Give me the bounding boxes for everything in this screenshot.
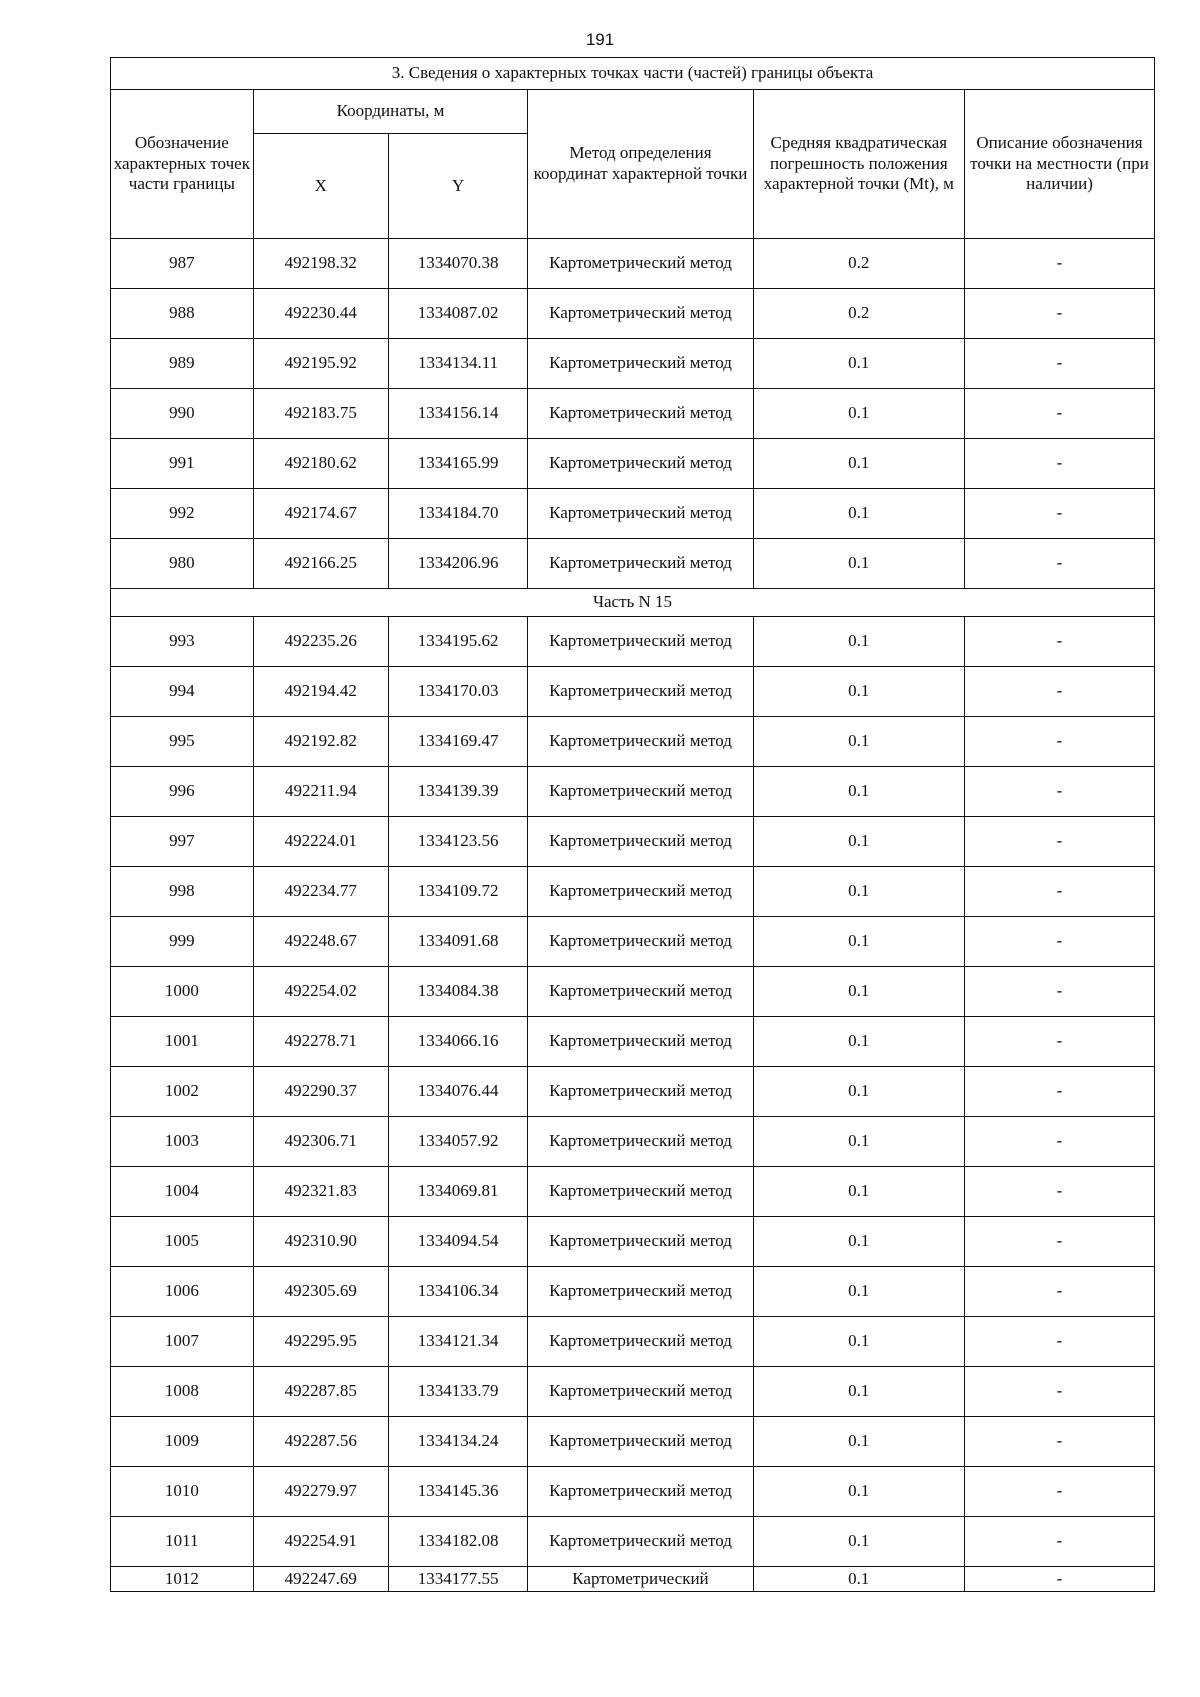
method: Картометрический метод: [528, 539, 753, 589]
point-description: -: [964, 1067, 1154, 1117]
mt-error: 0.1: [753, 1217, 964, 1267]
page-number: 191: [585, 30, 615, 49]
coord-x: 492295.95: [253, 1317, 388, 1367]
coord-x: 492183.75: [253, 389, 388, 439]
point-description: -: [964, 439, 1154, 489]
point-id: 997: [111, 817, 254, 867]
point-description: -: [964, 1267, 1154, 1317]
coord-y: 1334109.72: [388, 867, 527, 917]
point-description: -: [964, 817, 1154, 867]
method: Картометрический метод: [528, 667, 753, 717]
coord-x: 492278.71: [253, 1017, 388, 1067]
point-id: 998: [111, 867, 254, 917]
mt-error: 0.1: [753, 389, 964, 439]
mt-error: 0.1: [753, 1317, 964, 1367]
coord-y: 1334121.34: [388, 1317, 527, 1367]
method: Картометрический метод: [528, 439, 753, 489]
coord-y: 1334057.92: [388, 1117, 527, 1167]
points-table: [110, 57, 1155, 1592]
coord-y: 1334070.38: [388, 239, 527, 289]
point-id: 991: [111, 439, 254, 489]
header-method: Метод определения координат характерной точки: [528, 90, 753, 239]
point-description: -: [964, 1167, 1154, 1217]
point-id: 1007: [111, 1317, 254, 1367]
point-id: 987: [111, 239, 254, 289]
method: Картометрический метод: [528, 289, 753, 339]
coord-y: 1334206.96: [388, 539, 527, 589]
table-row: [111, 489, 1155, 539]
point-id: 1008: [111, 1367, 254, 1417]
table-row: [111, 1517, 1155, 1567]
coord-y: 1334076.44: [388, 1067, 527, 1117]
point-id: 992: [111, 489, 254, 539]
method: Картометрический метод: [528, 389, 753, 439]
coord-x: 492211.94: [253, 767, 388, 817]
table-row: [111, 339, 1155, 389]
coord-x: 492198.32: [253, 239, 388, 289]
point-description: -: [964, 1367, 1154, 1417]
mt-error: 0.2: [753, 289, 964, 339]
table-row: [111, 617, 1155, 667]
header-description: Описание обозначения точки на местности (при наличии): [964, 90, 1154, 239]
point-id: 1000: [111, 967, 254, 1017]
coord-y: 1334184.70: [388, 489, 527, 539]
point-description: -: [964, 1117, 1154, 1167]
table-row: [111, 1567, 1155, 1592]
coord-y: 1334145.36: [388, 1467, 527, 1517]
mt-error: 0.1: [753, 1017, 964, 1067]
point-id: 1009: [111, 1417, 254, 1467]
mt-error: 0.1: [753, 1167, 964, 1217]
header-coordinates: Координаты, м: [253, 90, 528, 134]
coord-y: 1334177.55: [388, 1567, 527, 1592]
point-id: 996: [111, 767, 254, 817]
mt-error: 0.1: [753, 667, 964, 717]
coord-y: 1334156.14: [388, 389, 527, 439]
mt-error: 0.1: [753, 917, 964, 967]
method: Картометрический метод: [528, 239, 753, 289]
coord-y: 1334134.24: [388, 1417, 527, 1467]
table-row: [111, 539, 1155, 589]
coord-x: 492305.69: [253, 1267, 388, 1317]
table-row: [111, 1467, 1155, 1517]
coord-x: 492287.85: [253, 1367, 388, 1417]
method: Картометрический метод: [528, 489, 753, 539]
point-id: 988: [111, 289, 254, 339]
table-row: [111, 1417, 1155, 1467]
table-row: [111, 817, 1155, 867]
coord-x: 492306.71: [253, 1117, 388, 1167]
table-row: [111, 1067, 1155, 1117]
coord-y: 1334087.02: [388, 289, 527, 339]
point-id: 1004: [111, 1167, 254, 1217]
point-description: -: [964, 489, 1154, 539]
point-description: -: [964, 1217, 1154, 1267]
coord-y: 1334182.08: [388, 1517, 527, 1567]
coord-x: 492279.97: [253, 1467, 388, 1517]
point-description: -: [964, 1567, 1154, 1592]
mt-error: 0.1: [753, 1417, 964, 1467]
coord-x: 492310.90: [253, 1217, 388, 1267]
method: Картометрический метод: [528, 867, 753, 917]
table-row: [111, 239, 1155, 289]
method: Картометрический метод: [528, 717, 753, 767]
point-id: 995: [111, 717, 254, 767]
method: Картометрический метод: [528, 1067, 753, 1117]
point-id: 1001: [111, 1017, 254, 1067]
coord-y: 1334139.39: [388, 767, 527, 817]
method: Картометрический метод: [528, 1417, 753, 1467]
method: Картометрический метод: [528, 1017, 753, 1067]
mt-error: 0.1: [753, 439, 964, 489]
point-description: -: [964, 767, 1154, 817]
method: Картометрический метод: [528, 967, 753, 1017]
table-row: [111, 967, 1155, 1017]
table-row: [111, 1267, 1155, 1317]
point-description: -: [964, 1317, 1154, 1367]
point-id: 980: [111, 539, 254, 589]
method: Картометрический метод: [528, 1267, 753, 1317]
mt-error: 0.1: [753, 489, 964, 539]
table-row: [111, 667, 1155, 717]
header-y: Y: [388, 134, 527, 239]
coord-y: 1334106.34: [388, 1267, 527, 1317]
coord-x: 492230.44: [253, 289, 388, 339]
point-description: -: [964, 289, 1154, 339]
point-description: -: [964, 1417, 1154, 1467]
method: Картометрический метод: [528, 1367, 753, 1417]
point-description: -: [964, 617, 1154, 667]
coord-y: 1334134.11: [388, 339, 527, 389]
method: Картометрический метод: [528, 1317, 753, 1367]
method: Картометрический метод: [528, 817, 753, 867]
coord-y: 1334069.81: [388, 1167, 527, 1217]
point-id: 994: [111, 667, 254, 717]
coord-x: 492248.67: [253, 917, 388, 967]
coord-x: 492247.69: [253, 1567, 388, 1592]
coord-x: 492194.42: [253, 667, 388, 717]
coord-x: 492234.77: [253, 867, 388, 917]
coord-x: 492287.56: [253, 1417, 388, 1467]
coord-x: 492254.91: [253, 1517, 388, 1567]
mt-error: 0.1: [753, 817, 964, 867]
table-row: [111, 1167, 1155, 1217]
coord-y: 1334123.56: [388, 817, 527, 867]
coord-y: 1334170.03: [388, 667, 527, 717]
header-x: X: [253, 134, 388, 239]
table-row: [111, 1367, 1155, 1417]
coord-x: 492254.02: [253, 967, 388, 1017]
point-id: 993: [111, 617, 254, 667]
mt-error: 0.1: [753, 1467, 964, 1517]
section-part-15: [111, 589, 1155, 617]
coord-x: 492166.25: [253, 539, 388, 589]
point-description: -: [964, 239, 1154, 289]
coord-y: 1334133.79: [388, 1367, 527, 1417]
point-description: -: [964, 339, 1154, 389]
mt-error: 0.1: [753, 1567, 964, 1592]
coord-x: 492174.67: [253, 489, 388, 539]
point-description: -: [964, 667, 1154, 717]
method: Картометрический метод: [528, 917, 753, 967]
coord-x: 492192.82: [253, 717, 388, 767]
mt-error: 0.1: [753, 767, 964, 817]
mt-error: 0.1: [753, 867, 964, 917]
point-description: -: [964, 389, 1154, 439]
mt-error: 0.1: [753, 1367, 964, 1417]
coord-y: 1334169.47: [388, 717, 527, 767]
method: Картометрический метод: [528, 339, 753, 389]
mt-error: 0.1: [753, 1517, 964, 1567]
table-row: [111, 767, 1155, 817]
table-body-part2: [111, 617, 1155, 1567]
point-description: -: [964, 867, 1154, 917]
method: Картометрический метод: [528, 1517, 753, 1567]
table-row: [111, 289, 1155, 339]
header-designation: Обозначение характерных точек части границы: [111, 90, 254, 239]
table-row: [111, 439, 1155, 489]
table-row: [111, 717, 1155, 767]
coord-x: 492235.26: [253, 617, 388, 667]
mt-error: 0.1: [753, 617, 964, 667]
table-body-part1: [111, 239, 1155, 589]
table-body-last: [111, 1567, 1155, 1592]
coord-x: 492195.92: [253, 339, 388, 389]
mt-error: 0.1: [753, 1117, 964, 1167]
mt-error: 0.1: [753, 1067, 964, 1117]
point-id: 1003: [111, 1117, 254, 1167]
mt-error: 0.1: [753, 967, 964, 1017]
coord-x: 492290.37: [253, 1067, 388, 1117]
point-id: 1010: [111, 1467, 254, 1517]
table-row: [111, 389, 1155, 439]
point-description: -: [964, 717, 1154, 767]
mt-error: 0.1: [753, 539, 964, 589]
table-row: [111, 1117, 1155, 1167]
method: Картометрический метод: [528, 1167, 753, 1217]
point-id: 1006: [111, 1267, 254, 1317]
coord-y: 1334094.54: [388, 1217, 527, 1267]
table-row: [111, 867, 1155, 917]
point-description: -: [964, 1017, 1154, 1067]
point-description: -: [964, 1517, 1154, 1567]
coord-y: 1334066.16: [388, 1017, 527, 1067]
method: Картометрический: [528, 1567, 753, 1592]
coord-x: 492321.83: [253, 1167, 388, 1217]
table-row: [111, 1217, 1155, 1267]
mt-error: 0.1: [753, 717, 964, 767]
method: Картометрический метод: [528, 617, 753, 667]
point-id: 1002: [111, 1067, 254, 1117]
point-id: 1011: [111, 1517, 254, 1567]
mt-error: 0.1: [753, 1267, 964, 1317]
coord-y: 1334091.68: [388, 917, 527, 967]
point-description: -: [964, 967, 1154, 1017]
section-label: Часть N 15: [111, 589, 1155, 617]
coord-y: 1334084.38: [388, 967, 527, 1017]
point-id: 989: [111, 339, 254, 389]
point-id: 1012: [111, 1567, 254, 1592]
point-id: 990: [111, 389, 254, 439]
coord-y: 1334165.99: [388, 439, 527, 489]
method: Картометрический метод: [528, 1117, 753, 1167]
mt-error: 0.1: [753, 339, 964, 389]
method: Картометрический метод: [528, 1467, 753, 1517]
header-error: Средняя квадратическая погрешность положения характерной точки (Mt), м: [753, 90, 964, 239]
coord-x: 492224.01: [253, 817, 388, 867]
method: Картометрический метод: [528, 767, 753, 817]
point-id: 1005: [111, 1217, 254, 1267]
point-id: 999: [111, 917, 254, 967]
coord-x: 492180.62: [253, 439, 388, 489]
point-description: -: [964, 1467, 1154, 1517]
table-row: [111, 917, 1155, 967]
mt-error: 0.2: [753, 239, 964, 289]
table-row: [111, 1317, 1155, 1367]
coord-y: 1334195.62: [388, 617, 527, 667]
method: Картометрический метод: [528, 1217, 753, 1267]
point-description: -: [964, 917, 1154, 967]
table-title: 3. Сведения о характерных точках части (частей) границы объекта: [111, 58, 1155, 90]
point-description: -: [964, 539, 1154, 589]
table-row: [111, 1017, 1155, 1067]
